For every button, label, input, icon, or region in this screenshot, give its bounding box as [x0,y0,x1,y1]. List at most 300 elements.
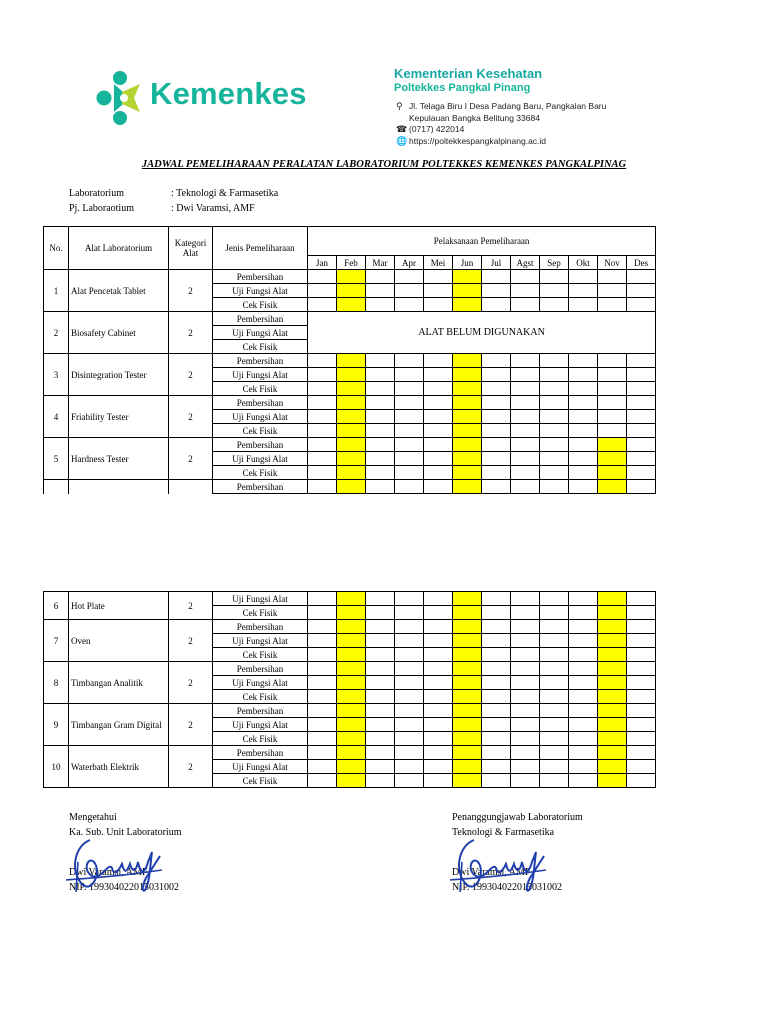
month-cell [627,438,656,452]
month-cell [569,354,598,368]
scheduled-cell [598,620,627,634]
scheduled-cell [337,718,366,732]
month-cell [627,592,656,606]
header-kategori: Kategori Alat [169,227,213,270]
month-cell [424,368,453,382]
month-cell [569,662,598,676]
scheduled-cell [337,368,366,382]
month-cell [424,396,453,410]
month-cell [424,676,453,690]
month-cell [308,480,337,494]
address-line2: Kepulauan Bangka Belitung 33684 [409,112,540,123]
month-cell [569,676,598,690]
scheduled-cell [337,732,366,746]
month-cell [627,284,656,298]
month-cell [511,648,540,662]
month-cell [540,774,569,788]
month-cell [511,662,540,676]
scheduled-cell [598,452,627,466]
address-line1: Jl. Telaga Biru I Desa Padang Baru, Pangkalan Baru [409,101,607,111]
scheduled-cell [337,690,366,704]
item-number: 9 [44,704,69,746]
month-cell [366,466,395,480]
month-cell [540,718,569,732]
month-cell [482,270,511,284]
item-category: 2 [169,312,213,354]
month-cell [598,270,627,284]
month-cell [482,466,511,480]
logo-wordmark: Kemenkes [150,76,307,111]
month-cell [569,746,598,760]
month-cell [482,760,511,774]
month-cell [511,284,540,298]
month-cell [395,634,424,648]
month-cell [598,284,627,298]
month-cell [395,732,424,746]
scheduled-cell [453,354,482,368]
item-category: 2 [169,592,213,620]
header-alat: Alat Laboratorium [69,227,169,270]
month-cell [511,270,540,284]
month-cell [395,452,424,466]
activity-label: Pembersihan [213,270,308,284]
month-cell [308,438,337,452]
month-cell [511,438,540,452]
scheduled-cell [453,382,482,396]
scheduled-cell [598,760,627,774]
header-no: No. [44,227,69,270]
month-cell [395,592,424,606]
month-cell [540,690,569,704]
activity-label: Uji Fungsi Alat [213,634,308,648]
activity-label: Cek Fisik [213,648,308,662]
month-cell [482,452,511,466]
month-cell [569,270,598,284]
month-cell [395,746,424,760]
activity-label: Uji Fungsi Alat [213,760,308,774]
activity-label: Pembersihan [213,438,308,452]
month-cell [366,774,395,788]
month-cell [627,634,656,648]
month-cell [627,704,656,718]
scheduled-cell [337,410,366,424]
month-cell [540,396,569,410]
item-name: Alat Pencetak Tablet [69,270,169,312]
scheduled-cell [453,284,482,298]
month-cell [424,382,453,396]
signature-left-scribble [62,832,172,902]
activity-label: Pembersihan [213,396,308,410]
scheduled-cell [337,648,366,662]
month-cell [395,704,424,718]
scheduled-cell [598,662,627,676]
month-cell [569,620,598,634]
month-cell [308,298,337,312]
lab-info [69,186,278,216]
activity-label: Uji Fungsi Alat [213,718,308,732]
month-cell [511,718,540,732]
month-cell [395,466,424,480]
sig-right-line2: Teknologi & Farmasetika [452,826,555,838]
month-cell [424,774,453,788]
scheduled-cell [453,690,482,704]
kemenkes-logo [94,70,324,126]
scheduled-cell [453,396,482,410]
scheduled-cell [598,592,627,606]
month-header: Mar [366,256,395,270]
month-cell [482,620,511,634]
scheduled-cell [453,368,482,382]
month-cell [482,368,511,382]
website-link[interactable]: https://poltekkespangkalpinang.ac.id [409,135,547,146]
activity-label: Cek Fisik [213,298,308,312]
month-cell [482,606,511,620]
month-cell [424,284,453,298]
month-cell [366,382,395,396]
month-cell [627,424,656,438]
table-row [44,270,656,284]
schedule-table-part1 [43,226,656,494]
month-cell [627,662,656,676]
institute-name: Poltekkes Pangkal Pinang [394,82,531,94]
item-name: Friability Tester [69,396,169,438]
scheduled-cell [598,648,627,662]
month-cell [627,718,656,732]
month-cell [598,410,627,424]
month-cell [366,662,395,676]
scheduled-cell [337,270,366,284]
month-cell [366,354,395,368]
scheduled-cell [453,676,482,690]
month-cell [366,452,395,466]
not-used-note: ALAT BELUM DIGUNAKAN [308,312,656,354]
month-cell [569,368,598,382]
table-row [44,662,656,676]
item-category: 2 [169,746,213,788]
item-number: 2 [44,312,69,354]
month-cell [366,676,395,690]
scheduled-cell [337,620,366,634]
activity-label: Pembersihan [213,312,308,326]
scheduled-cell [598,606,627,620]
item-category: 2 [169,620,213,662]
month-header: Des [627,256,656,270]
sig-right-name: Dwi Varamsi, AMF [452,867,531,878]
month-cell [308,732,337,746]
scheduled-cell [598,438,627,452]
month-cell [366,718,395,732]
month-cell [540,648,569,662]
month-cell [569,410,598,424]
scheduled-cell [337,480,366,494]
scheduled-cell [453,732,482,746]
month-cell [511,704,540,718]
pj-label: Pj. Laboraotium [69,203,134,214]
item-name: Biosafety Cabinet [69,312,169,354]
month-cell [424,466,453,480]
month-cell [482,634,511,648]
item-number [44,480,69,494]
month-cell [511,368,540,382]
month-header: Jul [482,256,511,270]
scheduled-cell [337,452,366,466]
month-cell [569,424,598,438]
month-header: Jun [453,256,482,270]
header-pelaksanaan: Pelaksanaan Pemeliharaan [308,227,656,256]
month-cell [511,452,540,466]
month-cell [424,298,453,312]
month-cell [424,270,453,284]
table-row [44,354,656,368]
month-cell [627,732,656,746]
month-cell [366,480,395,494]
month-header: Jan [308,256,337,270]
month-cell [395,648,424,662]
month-cell [511,634,540,648]
month-cell [424,606,453,620]
scheduled-cell [337,438,366,452]
month-cell [540,676,569,690]
month-cell [308,424,337,438]
month-cell [308,662,337,676]
scheduled-cell [453,704,482,718]
month-cell [308,592,337,606]
month-cell [569,466,598,480]
item-number: 5 [44,438,69,480]
lab-label: Laboratorium [69,188,124,199]
month-cell [366,438,395,452]
month-cell [511,760,540,774]
month-cell [366,606,395,620]
month-cell [308,760,337,774]
month-cell [366,368,395,382]
month-cell [569,648,598,662]
month-cell [482,774,511,788]
month-cell [366,746,395,760]
month-cell [482,648,511,662]
scheduled-cell [598,690,627,704]
month-cell [366,410,395,424]
scheduled-cell [337,606,366,620]
scheduled-cell [337,424,366,438]
month-cell [627,760,656,774]
month-cell [308,634,337,648]
scheduled-cell [598,676,627,690]
month-cell [395,298,424,312]
table-row [44,592,656,606]
month-cell [482,732,511,746]
activity-label: Cek Fisik [213,690,308,704]
month-cell [395,690,424,704]
month-cell [540,662,569,676]
month-cell [540,298,569,312]
sig-right-nip: NIP. 199304022015031002 [452,881,563,893]
month-cell [598,368,627,382]
scheduled-cell [337,592,366,606]
month-cell [308,466,337,480]
month-cell [366,634,395,648]
month-cell [308,368,337,382]
scheduled-cell [453,466,482,480]
item-number: 4 [44,396,69,438]
month-cell [627,676,656,690]
activity-label: Pembersihan [213,480,308,494]
month-cell [482,284,511,298]
item-number: 8 [44,662,69,704]
month-cell [511,690,540,704]
globe-icon: 🌐 [396,135,408,146]
activity-label: Pembersihan [213,662,308,676]
month-cell [569,284,598,298]
month-cell [395,676,424,690]
month-cell [308,606,337,620]
activity-label: Uji Fungsi Alat [213,676,308,690]
activity-label: Uji Fungsi Alat [213,326,308,340]
month-cell [569,634,598,648]
scheduled-cell [453,480,482,494]
month-cell [540,410,569,424]
month-cell [366,690,395,704]
sig-left-line2: Ka. Sub. Unit Laboratorium [69,826,182,838]
month-cell [540,746,569,760]
month-cell [482,396,511,410]
month-cell [540,354,569,368]
activity-label: Cek Fisik [213,774,308,788]
phone-number: (0717) 422014 [409,124,465,134]
lab-value: : Teknologi & Farmasetika [171,188,279,199]
scheduled-cell [337,662,366,676]
month-cell [308,270,337,284]
item-name: Oven [69,620,169,662]
item-category: 2 [169,662,213,704]
sig-left-line1: Mengetahui [69,812,117,823]
month-cell [366,760,395,774]
scheduled-cell [453,648,482,662]
month-cell [511,396,540,410]
month-cell [569,718,598,732]
month-cell [627,298,656,312]
scheduled-cell [453,620,482,634]
scheduled-cell [337,760,366,774]
document-title: JADWAL PEMELIHARAAN PERALATAN LABORATORIUM POLTEKKES KEMENKES PANGKALPINAG [141,159,627,170]
month-cell [424,746,453,760]
month-cell [395,284,424,298]
month-cell [482,424,511,438]
month-cell [366,396,395,410]
month-cell [395,410,424,424]
scheduled-cell [453,718,482,732]
table-row-partial [44,480,656,494]
month-header: Okt [569,256,598,270]
month-cell [627,620,656,634]
month-cell [569,452,598,466]
month-cell [540,424,569,438]
month-cell [540,452,569,466]
scheduled-cell [453,592,482,606]
item-category: 2 [169,704,213,746]
activity-label: Pembersihan [213,746,308,760]
month-cell [424,634,453,648]
scheduled-cell [337,354,366,368]
scheduled-cell [453,270,482,284]
month-cell [569,732,598,746]
month-cell [540,620,569,634]
activity-label: Uji Fungsi Alat [213,410,308,424]
month-cell [308,746,337,760]
month-cell [482,690,511,704]
month-cell [424,452,453,466]
scheduled-cell [453,606,482,620]
activity-label: Cek Fisik [213,732,308,746]
month-cell [540,270,569,284]
scheduled-cell [453,760,482,774]
month-cell [308,774,337,788]
scheduled-cell [598,774,627,788]
item-name: Timbangan Analitik [69,662,169,704]
month-cell [424,662,453,676]
month-cell [598,382,627,396]
scheduled-cell [598,480,627,494]
item-number: 7 [44,620,69,662]
item-name [69,480,169,494]
header-row [44,227,656,256]
month-cell [627,396,656,410]
month-cell [308,396,337,410]
month-cell [308,452,337,466]
month-cell [482,438,511,452]
scheduled-cell [453,452,482,466]
month-cell [482,662,511,676]
month-cell [569,438,598,452]
month-header: Feb [337,256,366,270]
month-cell [308,718,337,732]
month-cell [424,620,453,634]
month-cell [569,704,598,718]
month-cell [366,732,395,746]
month-cell [540,732,569,746]
month-cell [366,620,395,634]
month-cell [366,284,395,298]
month-cell [424,648,453,662]
scheduled-cell [337,634,366,648]
ministry-name: Kementerian Kesehatan [394,66,543,81]
scheduled-cell [453,662,482,676]
activity-label: Pembersihan [213,704,308,718]
month-cell [569,298,598,312]
month-cell [540,480,569,494]
item-name: Hot Plate [69,592,169,620]
month-cell [424,354,453,368]
scheduled-cell [453,634,482,648]
month-cell [482,354,511,368]
scheduled-cell [453,746,482,760]
activity-label: Cek Fisik [213,340,308,354]
location-pin-icon: ⚲ [396,101,403,111]
month-cell [395,662,424,676]
month-cell [482,480,511,494]
month-cell [424,592,453,606]
scheduled-cell [337,284,366,298]
item-name: Disintegration Tester [69,354,169,396]
month-cell [395,774,424,788]
month-cell [511,382,540,396]
month-cell [366,592,395,606]
month-cell [540,760,569,774]
month-cell [511,354,540,368]
month-cell [540,466,569,480]
activity-label: Pembersihan [213,620,308,634]
month-cell [540,704,569,718]
